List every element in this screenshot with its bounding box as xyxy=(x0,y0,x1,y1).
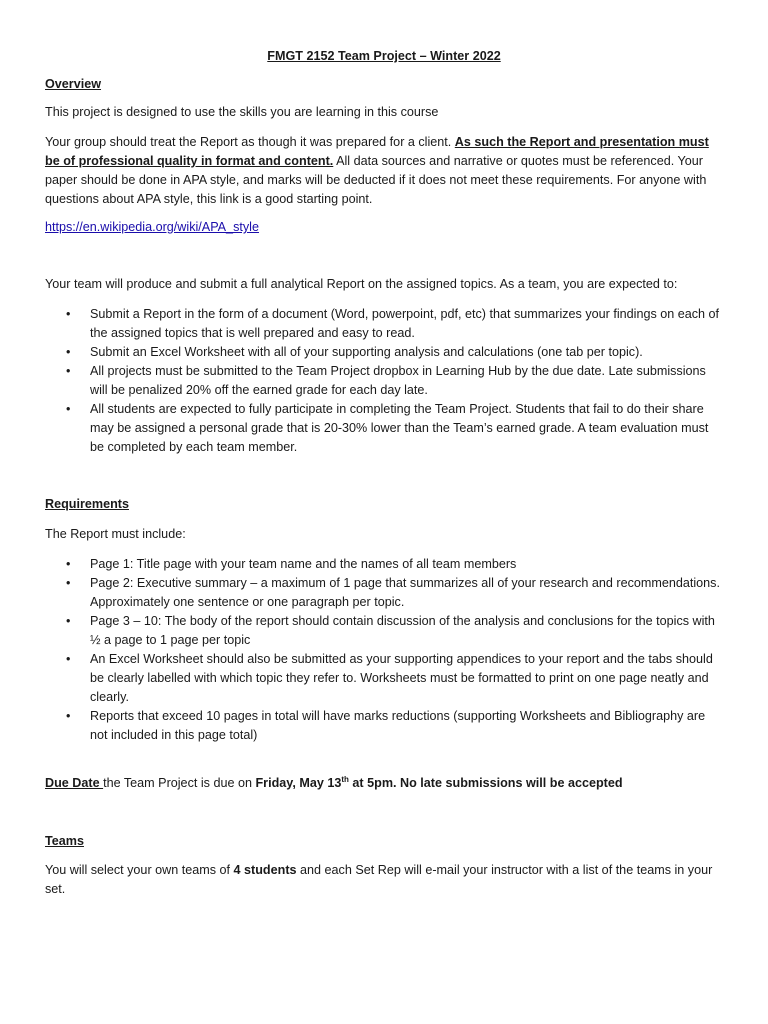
requirements-item: • Page 1: Title page with your team name and the names of all team members xyxy=(45,555,725,574)
requirements-heading: Requirements xyxy=(45,497,129,511)
due-date-label: Due Date xyxy=(45,776,104,790)
bullet-icon: • xyxy=(66,614,71,628)
bullet-icon: • xyxy=(66,576,71,590)
deliverables-intro: Your team will produce and submit a full analytical Report on the assigned topics. As a team, you are expected to: xyxy=(45,277,678,291)
team-size: 4 students xyxy=(233,863,297,877)
bullet-icon: • xyxy=(66,345,71,359)
page-title: FMGT 2152 Team Project – Winter 2022 xyxy=(267,49,501,63)
deliverables-list-container xyxy=(45,305,725,457)
requirements-intro: The Report must include: xyxy=(45,527,186,541)
due-date-line: Due Date the Team Project is due on Friday, May 13th at 5pm. No late submissions will be accepted xyxy=(45,774,623,790)
requirements-item: • Page 3 – 10: The body of the report should contain discussion of the analysis and conclusions for the topics with ½ a page to 1 page per topic xyxy=(66,614,715,647)
bullet-icon: • xyxy=(66,557,71,571)
overview-intro: This project is designed to use the skills you are learning in this course xyxy=(45,105,439,119)
bullet-icon: • xyxy=(66,652,71,666)
deliverables-item: • Submit a Report in the form of a document (Word, powerpoint, pdf, etc) that summarizes your findings on each of the assigned topics that is well prepared and easy to read. xyxy=(66,307,720,340)
deliverables-item: • All students are expected to fully participate in completing the Team Project. Students that fail to do their share may be assigned a personal grade that is 20-30% lower than the Team’s earned grade. A team evaluation must be completed by each team member. xyxy=(66,402,709,454)
requirements-item: • An Excel Worksheet should also be submitted as your supporting appendices to your report and the tabs should be clearly labelled with which topic they refer to. Worksheets must be formatted to print on one page neatly and clearly. xyxy=(66,652,713,704)
requirements-list xyxy=(45,555,725,745)
apa-style-link[interactable]: https://en.wikipedia.org/wiki/APA_style xyxy=(45,220,259,234)
apa-link-row xyxy=(45,218,725,237)
requirements-item: • Page 2: Executive summary – a maximum of 1 page that summarizes all of your research and recommendations. Approximately one sentence or one paragraph per topic. xyxy=(66,576,720,609)
bullet-icon: • xyxy=(66,364,71,378)
bullet-icon: • xyxy=(66,402,71,416)
deliverables-list xyxy=(45,305,725,457)
overview-paragraph xyxy=(45,133,725,209)
teams-heading: Teams xyxy=(45,834,84,848)
deliverables-item: • Submit an Excel Worksheet with all of your supporting analysis and calculations (one tab per topic). xyxy=(45,343,725,362)
teams-paragraph: You will select your own teams of 4 students and each Set Rep will e-mail your instructor with a list of the teams in your set. xyxy=(45,863,713,896)
requirements-item: • Reports that exceed 10 pages in total will have marks reductions (supporting Worksheets and Bibliography are not included in this page total) xyxy=(66,709,706,742)
deliverables-item: • All projects must be submitted to the Team Project dropbox in Learning Hub by the due date. Late submissions will be penalized 20% off the earned grade for each day late. xyxy=(66,364,706,397)
overview-heading: Overview xyxy=(45,77,102,91)
overview-para-rest: All data sources and narrative or quotes must be referenced. Your paper should be done in APA style, and marks will be deducted if it does not meet these requirements. For anyone with questions about APA style, this link is a good starting point. xyxy=(45,154,707,206)
bullet-icon: • xyxy=(66,307,71,321)
requirements-list-container xyxy=(45,555,725,745)
overview-para-start: Your group should treat the Report as though it was prepared for a client. xyxy=(45,135,455,149)
bullet-icon: • xyxy=(66,709,71,723)
due-date-value: Friday, May 13th at 5pm. No late submissions will be accepted xyxy=(255,774,623,790)
overview-para-emphasis: As such the Report and presentation must be of professional quality in format and content. xyxy=(45,135,709,168)
